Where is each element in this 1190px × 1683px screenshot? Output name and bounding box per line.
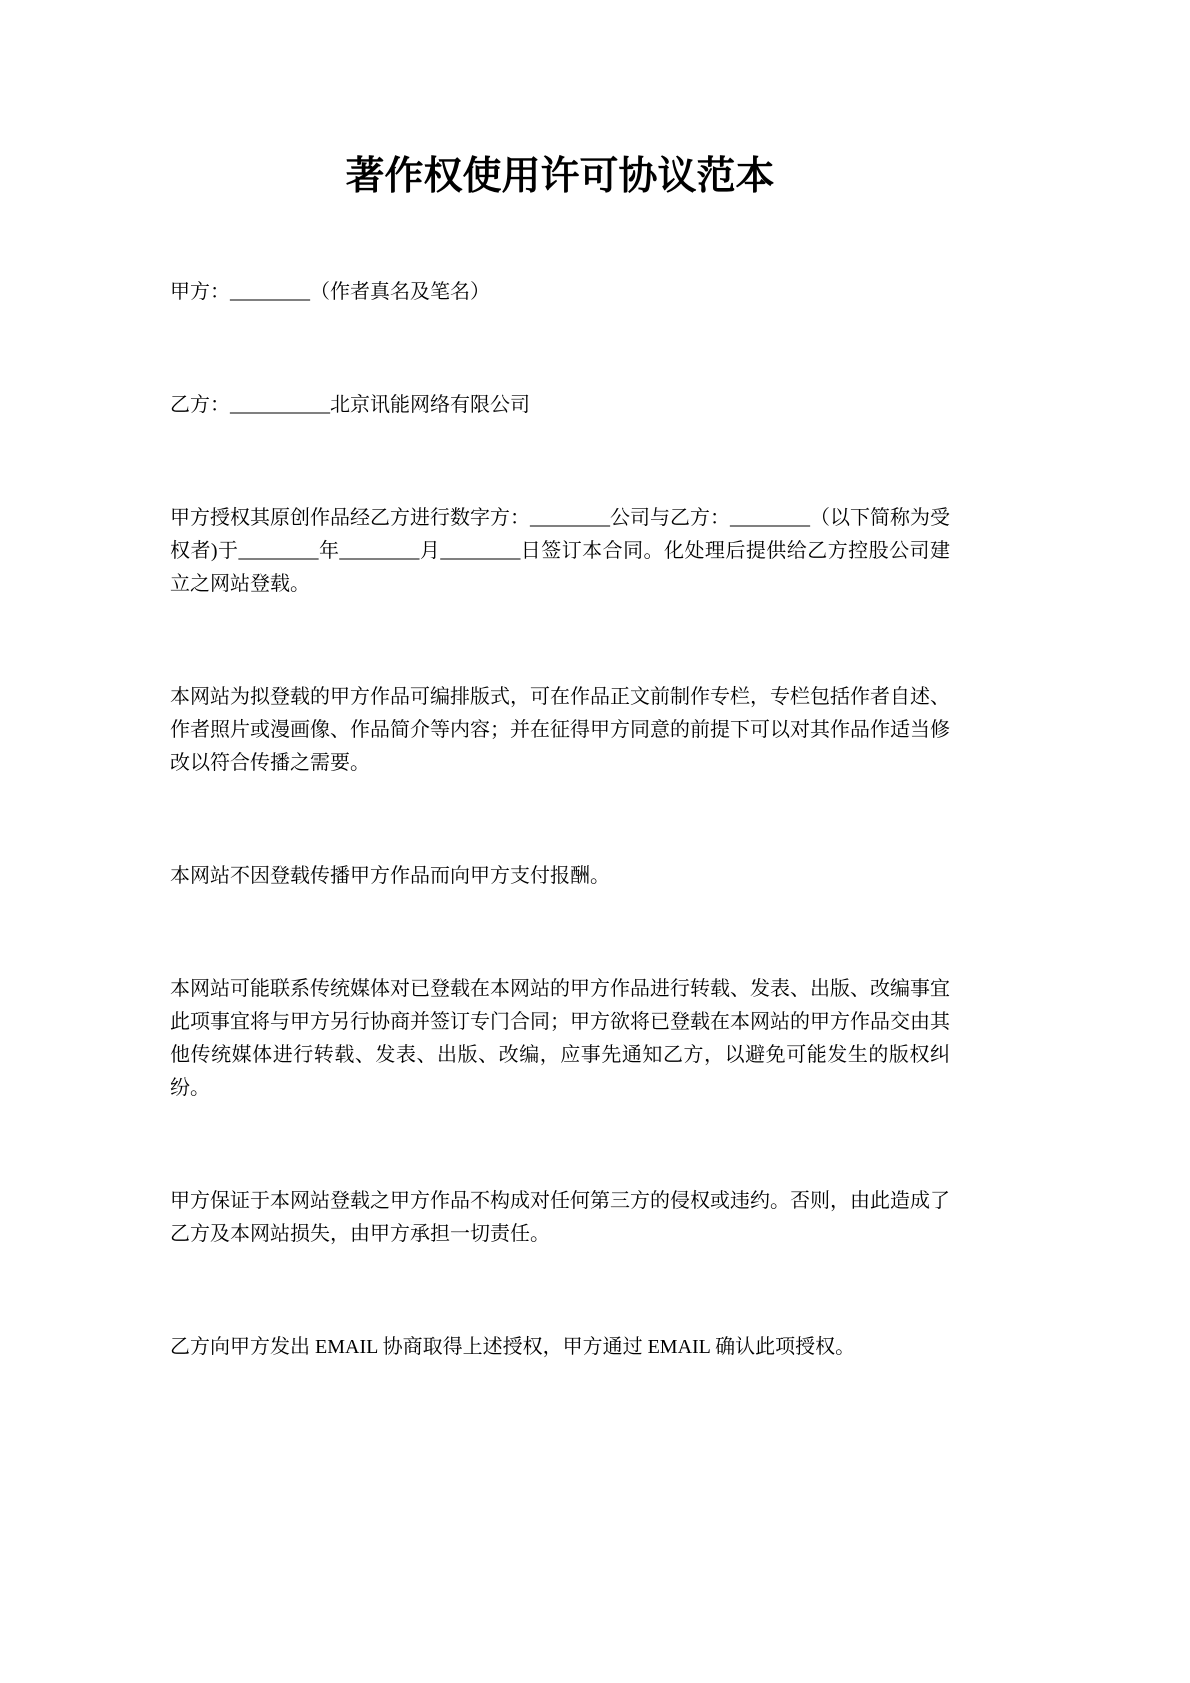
paragraph-authorization: 甲方授权其原创作品经乙方进行数字方：________公司与乙方：________（以下简称为受权者)于________年________月________日签订本合同。化处理后提供给乙方控股公司建立之网站登载。	[170, 507, 950, 595]
document-title: 著作权使用许可协议范本	[345, 155, 775, 198]
paragraph-warranty: 甲方保证于本网站登载之甲方作品不构成对任何第三方的侵权或违约。否则，由此造成了乙方及本网站损失，由甲方承担一切责任。	[170, 1190, 950, 1245]
paragraph-no-payment: 本网站不因登载传播甲方作品而向甲方支付报酬。	[170, 865, 610, 887]
paragraph-email-confirmation: 乙方向甲方发出 EMAIL 协商取得上述授权，甲方通过 EMAIL 确认此项授权。	[170, 1336, 856, 1358]
paragraph-layout-rights: 本网站为拟登载的甲方作品可编排版式，可在作品正文前制作专栏，专栏包括作者自述、作者照片或漫画像、作品简介等内容；并在征得甲方同意的前提下可以对其作品作适当修改以符合传播之需要。	[170, 686, 950, 774]
party-b-line: 乙方：__________北京讯能网络有限公司	[170, 394, 530, 416]
paragraph-media-republish: 本网站可能联系传统媒体对已登载在本网站的甲方作品进行转载、发表、出版、改编事宜此项事宜将与甲方另行协商并签订专门合同；甲方欲将已登载在本网站的甲方作品交由其他传统媒体进行转载、发表、出版、改编，应事先通知乙方，以避免可能发生的版权纠纷。	[170, 978, 950, 1099]
party-a-line: 甲方：________（作者真名及笔名）	[170, 281, 490, 303]
